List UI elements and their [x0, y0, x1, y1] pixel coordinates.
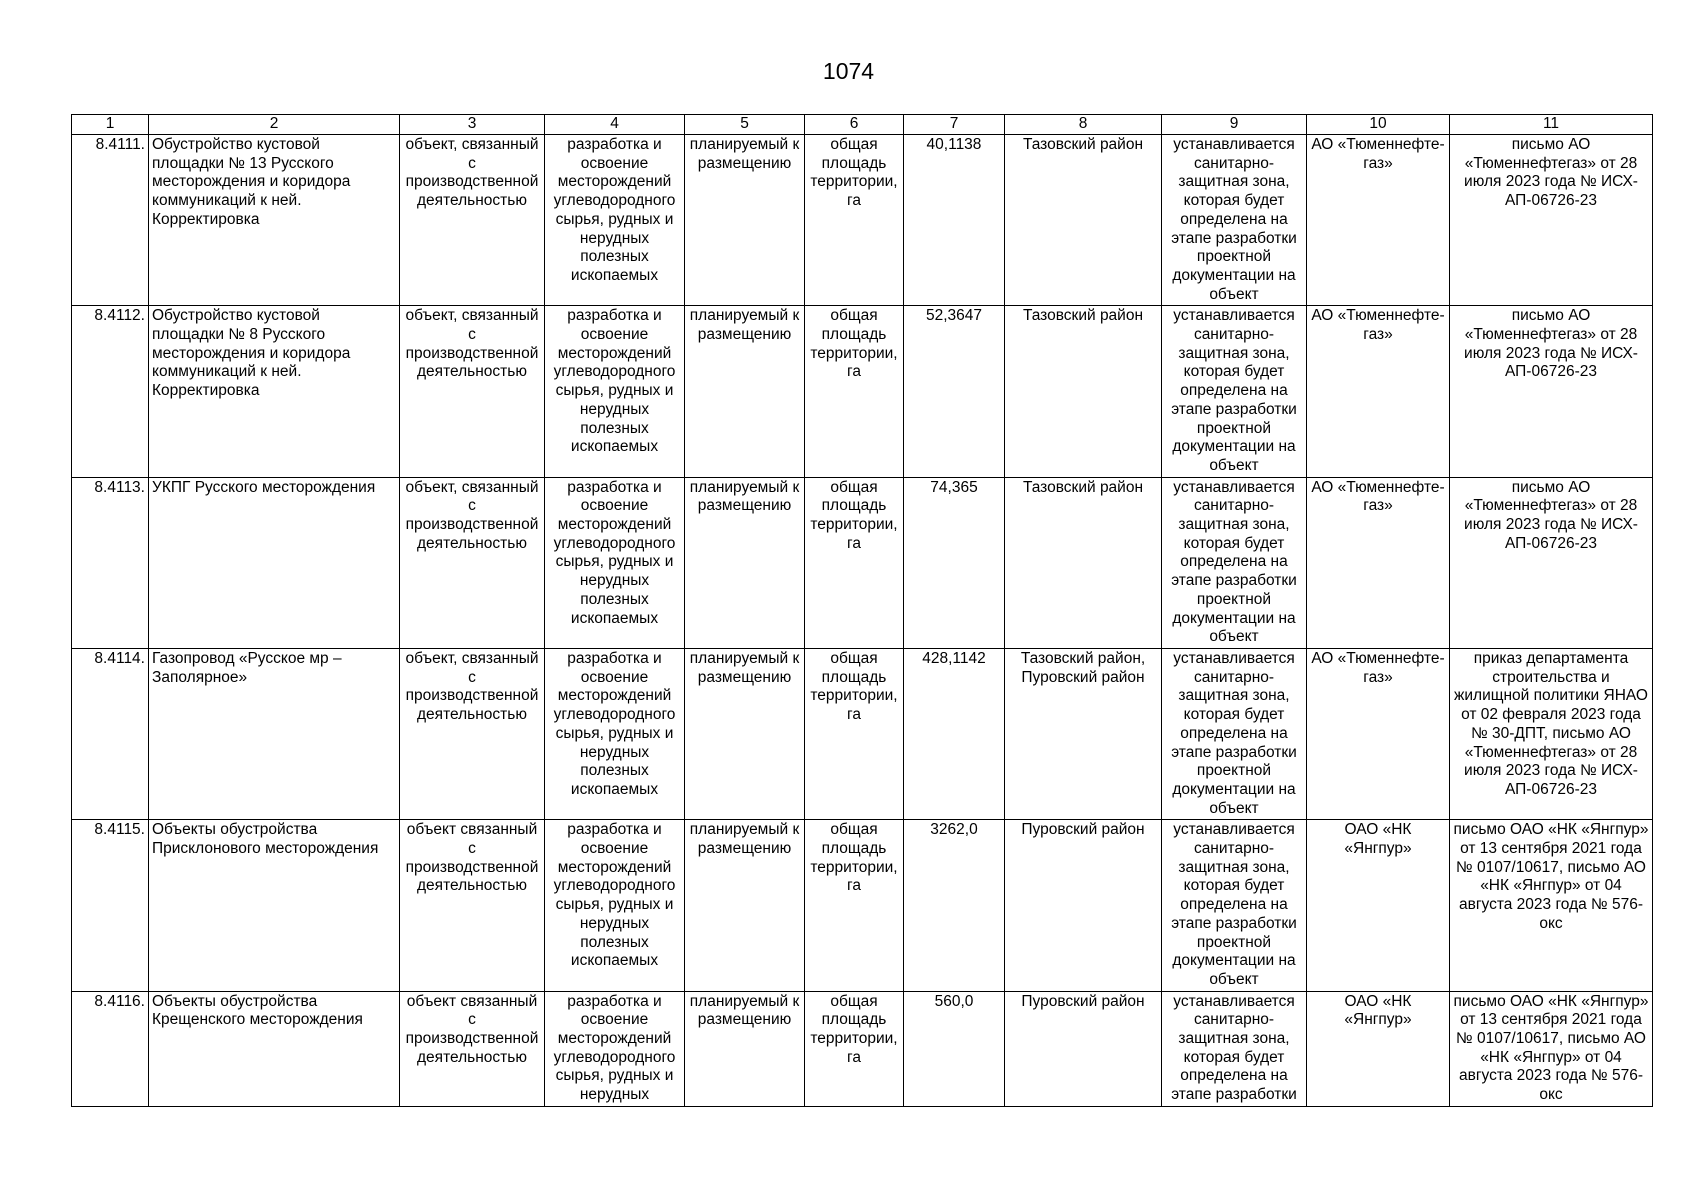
object-basis: приказ департамента строительства и жилищной политики ЯНАО от 02 февраля 2023 года № 30-ДПТ, письмо АО «Тюменнефтегаз» от 28 июля 2023 года № ИСХ-АП-06726-23: [1450, 648, 1653, 819]
object-zone: устанавливается санитарно-защитная зона, которая будет определена на этапе разработки проектной документации на объект: [1162, 820, 1307, 991]
object-value: 560,0: [904, 991, 1005, 1106]
object-characteristic: общая площадь территории, га: [805, 477, 904, 648]
object-zone: устанавливается санитарно-защитная зона, которая будет определена на этапе разработки проектной документации на объект: [1162, 477, 1307, 648]
object-location: Тазовский район: [1005, 135, 1162, 306]
table-row: [72, 648, 1653, 819]
column-header: 1: [72, 115, 149, 135]
row-number: 8.4112.: [72, 306, 149, 477]
column-header: 7: [904, 115, 1005, 135]
object-status: планируемый к размещению: [685, 648, 805, 819]
object-owner: АО «Тюменнефте-газ»: [1307, 306, 1450, 477]
object-basis: письмо ОАО «НК «Янгпур» от 13 сентября 2021 года № 0107/10617, письмо АО «НК «Янгпур» от 04 августа 2023 года № 576-окс: [1450, 820, 1653, 991]
object-name: Объекты обустройства Крещенского месторождения: [149, 991, 400, 1106]
row-number: 8.4115.: [72, 820, 149, 991]
object-zone: устанавливается санитарно-защитная зона, которая будет определена на этапе разработки проектной документации на объект: [1162, 306, 1307, 477]
object-basis: письмо АО «Тюменнефтегаз» от 28 июля 2023 года № ИСХ-АП-06726-23: [1450, 477, 1653, 648]
object-basis: письмо ОАО «НК «Янгпур» от 13 сентября 2021 года № 0107/10617, письмо АО «НК «Янгпур» от 04 августа 2023 года № 576-окс: [1450, 991, 1653, 1106]
object-characteristic: общая площадь территории, га: [805, 820, 904, 991]
table-header-row: [72, 115, 1653, 135]
column-header: 3: [400, 115, 545, 135]
object-characteristic: общая площадь территории, га: [805, 991, 904, 1106]
object-characteristic: общая площадь территории, га: [805, 135, 904, 306]
column-header: 11: [1450, 115, 1653, 135]
object-name: Газопровод «Русское мр – Заполярное»: [149, 648, 400, 819]
object-type: объект, связанный с производственной деятельностью: [400, 306, 545, 477]
object-owner: ОАО «НК «Янгпур»: [1307, 820, 1450, 991]
object-value: 428,1142: [904, 648, 1005, 819]
table-row: [72, 477, 1653, 648]
table-row: [72, 306, 1653, 477]
object-status: планируемый к размещению: [685, 306, 805, 477]
object-type: объект связанный с производственной деятельностью: [400, 820, 545, 991]
object-type: объект, связанный с производственной деятельностью: [400, 648, 545, 819]
row-number: 8.4116.: [72, 991, 149, 1106]
object-basis: письмо АО «Тюменнефтегаз» от 28 июля 2023 года № ИСХ-АП-06726-23: [1450, 306, 1653, 477]
object-purpose: разработка и освоение месторождений углеводородного сырья, рудных и нерудных полезных ископаемых: [545, 477, 685, 648]
object-zone: устанавливается санитарно-защитная зона, которая будет определена на этапе разработки проектной документации на объект: [1162, 135, 1307, 306]
row-number: 8.4114.: [72, 648, 149, 819]
object-purpose: разработка и освоение месторождений углеводородного сырья, рудных и нерудных: [545, 991, 685, 1106]
column-header: 10: [1307, 115, 1450, 135]
object-status: планируемый к размещению: [685, 477, 805, 648]
object-type: объект, связанный с производственной деятельностью: [400, 135, 545, 306]
column-header: 4: [545, 115, 685, 135]
object-purpose: разработка и освоение месторождений углеводородного сырья, рудных и нерудных полезных ископаемых: [545, 820, 685, 991]
column-header: 9: [1162, 115, 1307, 135]
object-purpose: разработка и освоение месторождений углеводородного сырья, рудных и нерудных полезных ископаемых: [545, 306, 685, 477]
object-type: объект, связанный с производственной деятельностью: [400, 477, 545, 648]
row-number: 8.4111.: [72, 135, 149, 306]
table-row: [72, 820, 1653, 991]
object-zone: устанавливается санитарно-защитная зона, которая будет определена на этапе разработки: [1162, 991, 1307, 1106]
object-owner: АО «Тюменнефте-газ»: [1307, 648, 1450, 819]
object-purpose: разработка и освоение месторождений углеводородного сырья, рудных и нерудных полезных ископаемых: [545, 648, 685, 819]
object-owner: ОАО «НК «Янгпур»: [1307, 991, 1450, 1106]
object-value: 3262,0: [904, 820, 1005, 991]
column-header: 5: [685, 115, 805, 135]
object-status: планируемый к размещению: [685, 135, 805, 306]
object-characteristic: общая площадь территории, га: [805, 306, 904, 477]
registry-table: [71, 114, 1653, 1107]
page-number: 1074: [822, 58, 875, 84]
column-header: 8: [1005, 115, 1162, 135]
object-value: 52,3647: [904, 306, 1005, 477]
object-value: 74,365: [904, 477, 1005, 648]
column-header: 2: [149, 115, 400, 135]
object-name: Объекты обустройства Присклонового месторождения: [149, 820, 400, 991]
object-purpose: разработка и освоение месторождений углеводородного сырья, рудных и нерудных полезных ископаемых: [545, 135, 685, 306]
object-location: Пуровский район: [1005, 820, 1162, 991]
object-name: Обустройство кустовой площадки № 8 Русского месторождения и коридора коммуникаций к ней. Корректировка: [149, 306, 400, 477]
table-row: [72, 991, 1653, 1106]
object-type: объект связанный с производственной деятельностью: [400, 991, 545, 1106]
object-owner: АО «Тюменнефте-газ»: [1307, 135, 1450, 306]
table-row: [72, 135, 1653, 306]
object-location: Тазовский район: [1005, 306, 1162, 477]
object-location: Тазовский район, Пуровский район: [1005, 648, 1162, 819]
object-name: УКПГ Русского месторождения: [149, 477, 400, 648]
row-number: 8.4113.: [72, 477, 149, 648]
object-location: Тазовский район: [1005, 477, 1162, 648]
object-status: планируемый к размещению: [685, 820, 805, 991]
column-header: 6: [805, 115, 904, 135]
object-characteristic: общая площадь территории, га: [805, 648, 904, 819]
object-basis: письмо АО «Тюменнефтегаз» от 28 июля 2023 года № ИСХ-АП-06726-23: [1450, 135, 1653, 306]
object-name: Обустройство кустовой площадки № 13 Русского месторождения и коридора коммуникаций к ней. Корректировка: [149, 135, 400, 306]
object-owner: АО «Тюменнефте-газ»: [1307, 477, 1450, 648]
object-zone: устанавливается санитарно-защитная зона, которая будет определена на этапе разработки проектной документации на объект: [1162, 648, 1307, 819]
object-status: планируемый к размещению: [685, 991, 805, 1106]
object-value: 40,1138: [904, 135, 1005, 306]
object-location: Пуровский район: [1005, 991, 1162, 1106]
